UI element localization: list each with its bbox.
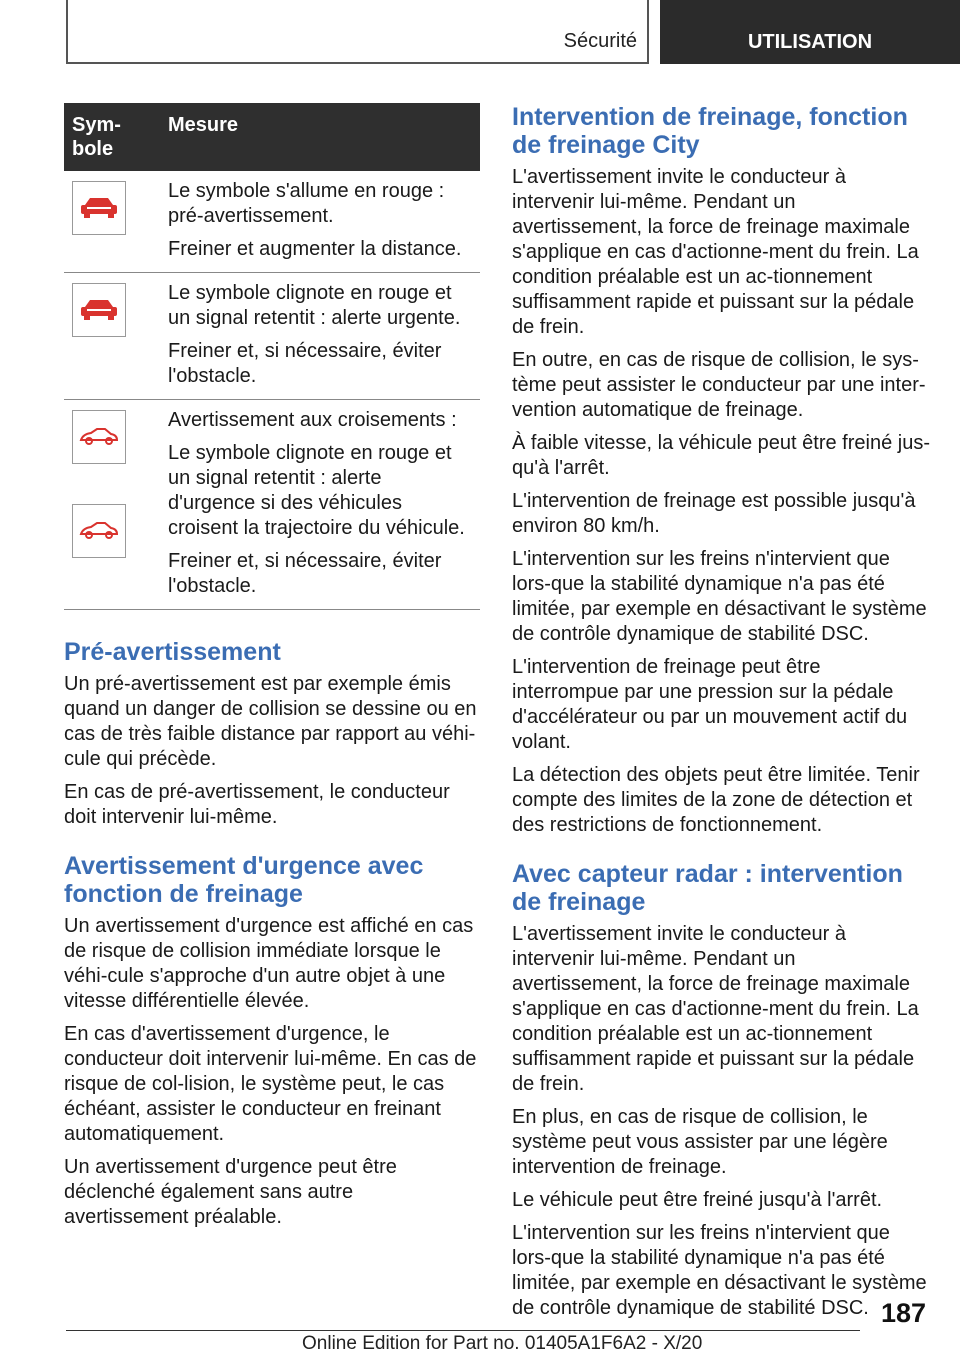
right-column bbox=[512, 103, 930, 1329]
crossing-car-icon bbox=[72, 410, 126, 464]
table-row bbox=[64, 273, 480, 400]
header-chapter-tab: UTILISATION bbox=[660, 0, 960, 64]
table-cell-text: Le symbole clignote en rouge et un signal retentit : alerte urgente. bbox=[168, 282, 461, 329]
car-red-icon bbox=[72, 283, 126, 337]
footer-edition: Online Edition for Part no. 01405A1F6A2 - X/20 bbox=[302, 1333, 703, 1354]
paragraph: L'intervention sur les freins n'intervient que lors-que la stabilité dynamique n'a pas été limitée, par exemple en désactivant le système de contrôle dynamique de stabilité DSC. bbox=[512, 548, 927, 645]
crossing-car-icon bbox=[72, 504, 126, 558]
paragraph: En outre, en cas de risque de collision, le sys-tème peut assister le conducteur par une inter-vention automatique de freinage. bbox=[512, 349, 926, 421]
paragraph: À faible vitesse, la véhicule peut être freiné jus-qu'à l'arrêt. bbox=[512, 432, 930, 479]
symbol-table bbox=[64, 103, 480, 610]
table-cell-text: Freiner et, si nécessaire, éviter l'obstacle. bbox=[168, 550, 442, 597]
section-title-pre-warning: Pré-avertissement bbox=[64, 638, 281, 666]
paragraph: En cas de pré-avertissement, le conducteur doit intervenir lui-même. bbox=[64, 781, 450, 828]
header-rule-bottom bbox=[66, 62, 649, 64]
table-cell-text: Le symbole s'allume en rouge : pré-avertissement. bbox=[168, 180, 445, 227]
paragraph: L'avertissement invite le conducteur à intervenir lui-même. Pendant un avertissement, la force de freinage maximale s'applique en cas d'actionne-ment du frein. La condition préalable est un ac-tionnement suffisamment rapide et puissant sur la pédale de frein. bbox=[512, 923, 919, 1095]
page-number: 187 bbox=[880, 1298, 926, 1328]
paragraph: Le véhicule peut être freiné jusqu'à l'arrêt. bbox=[512, 1189, 883, 1211]
paragraph: L'avertissement invite le conducteur à intervenir lui-même. Pendant un avertissement, la force de freinage maximale s'applique en cas d'actionne-ment du frein. La condition préalable est un ac-tionnement suffisamment rapide et puissant sur la pédale de frein. bbox=[512, 166, 919, 338]
table-row bbox=[64, 171, 480, 273]
paragraph: L'intervention de freinage peut être interrompue par une pression sur la pédale d'accélérateur ou par un mouvement actif du volant. bbox=[512, 656, 908, 753]
paragraph: En cas d'avertissement d'urgence, le conducteur doit intervenir lui-même. En cas de risque de col-lision, le système peut, le cas échéant, assister le conducteur en freinant automatiquement. bbox=[64, 1023, 477, 1145]
footer-rule bbox=[66, 1330, 860, 1331]
paragraph: L'intervention sur les freins n'intervient que lors-que la stabilité dynamique n'a pas été limitée, par exemple en désactivant le système de contrôle dynamique de stabilité DSC. bbox=[512, 1222, 927, 1319]
table-cell-text: Freiner et, si nécessaire, éviter l'obstacle. bbox=[168, 340, 442, 387]
paragraph: Un avertissement d'urgence peut être déclenché également sans autre avertissement préalable. bbox=[64, 1156, 397, 1228]
col-header-measure: Mesure bbox=[160, 103, 480, 171]
header-rule-left bbox=[66, 0, 68, 64]
section-title-radar-braking: Avec capteur radar : intervention de freinage bbox=[512, 860, 903, 916]
section-title-urgent-warning: Avertissement d'urgence avec fonction de freinage bbox=[64, 852, 424, 908]
table-cell-text: Freiner et augmenter la distance. bbox=[168, 238, 462, 260]
paragraph: En plus, en cas de risque de collision, le système peut vous assister par une légère intervention de freinage. bbox=[512, 1106, 888, 1178]
paragraph: La détection des objets peut être limitée. Tenir compte des limites de la zone de détection et des restrictions de fonctionnement. bbox=[512, 764, 920, 836]
header-section-title: Sécurité bbox=[563, 30, 637, 52]
section-title-city-braking: Intervention de freinage, fonction de freinage City bbox=[512, 103, 908, 159]
paragraph: Un avertissement d'urgence est affiché en cas de risque de collision immédiate lorsque le véhi-cule s'approche d'un autre objet à une vitesse différentielle élevée. bbox=[64, 915, 474, 1012]
table-cell-text: Avertissement aux croisements : bbox=[168, 409, 457, 431]
header-rule-divider bbox=[647, 0, 649, 64]
col-header-symbol: Sym- bole bbox=[64, 103, 160, 171]
paragraph: Un pré-avertissement est par exemple émis quand un danger de collision se dessine ou en cas de très faible distance par rapport au véhi-cule qui précède. bbox=[64, 673, 477, 770]
paragraph: L'intervention de freinage est possible jusqu'à environ 80 km/h. bbox=[512, 490, 916, 537]
table-row bbox=[64, 400, 480, 610]
left-column bbox=[64, 103, 482, 1238]
table-header-row bbox=[64, 103, 480, 171]
table-cell-text: Le symbole clignote en rouge et un signal retentit : alerte d'urgence si des véhicules croisent la trajectoire du véhicule. bbox=[168, 442, 465, 539]
car-red-icon bbox=[72, 181, 126, 235]
